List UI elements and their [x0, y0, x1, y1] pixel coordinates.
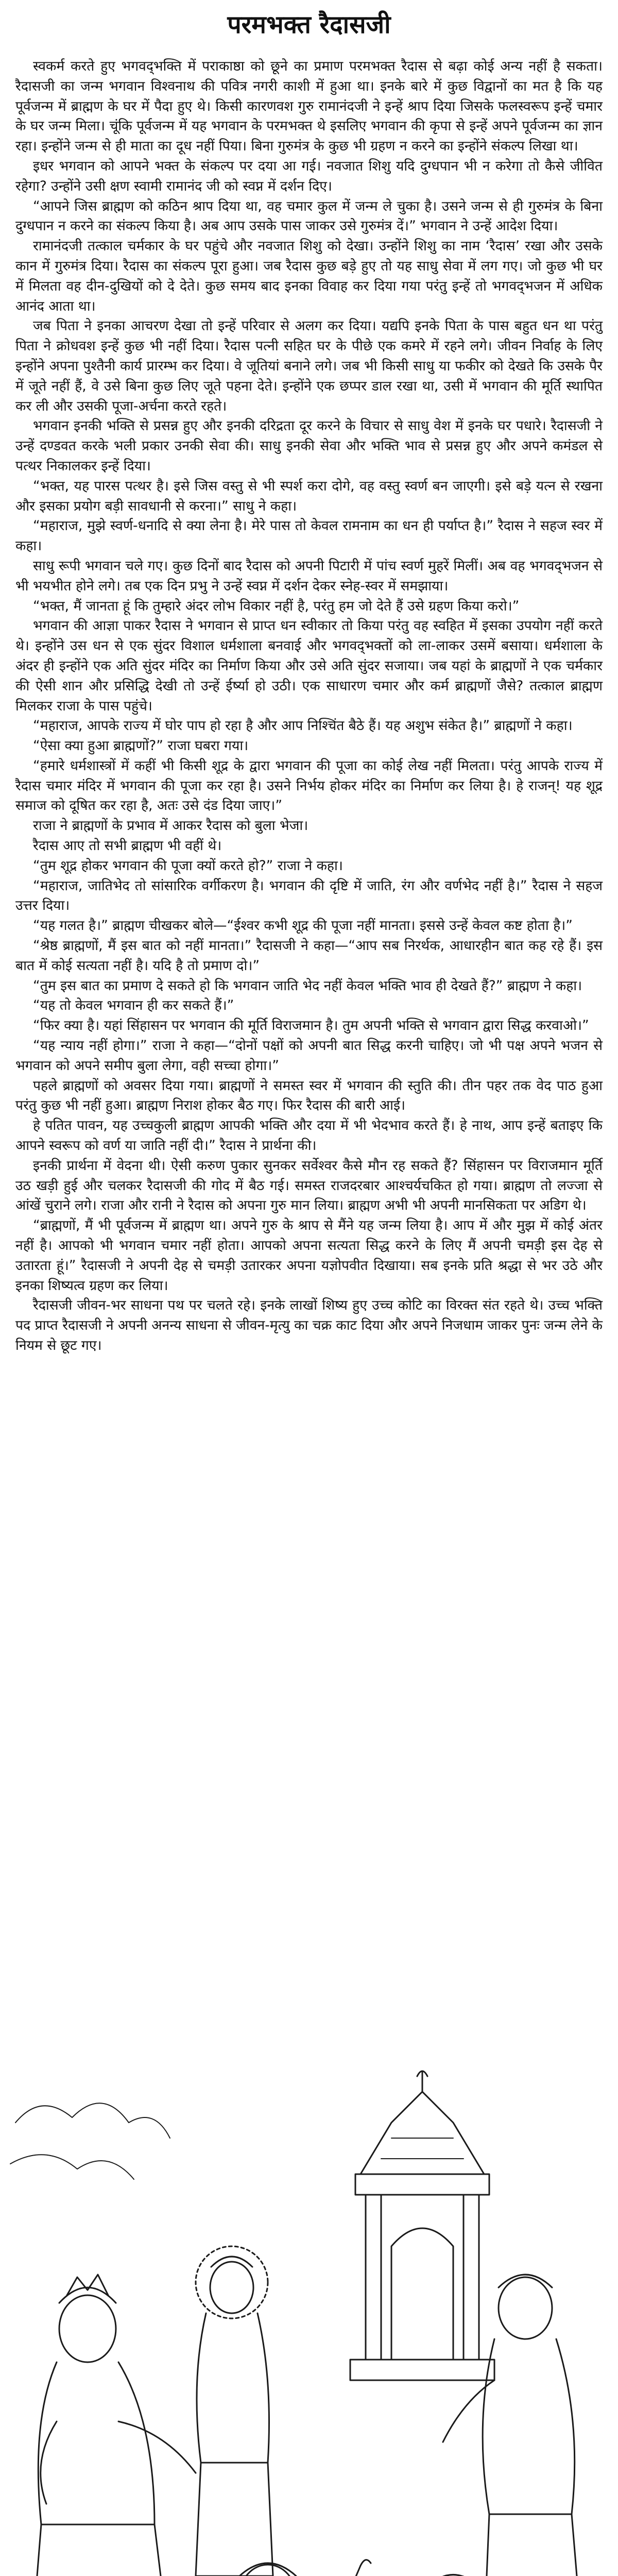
paragraph: रामानंदजी तत्काल चर्मकार के घर पहुंचे और नवजात शिशु को देखा। उन्होंने शिशु का नाम ‘रैदास’ रखा और उसके कान में गुरुमंत्र दिया। रैदास का संकल्प पूरा हुआ। जब रैदास कुछ बड़े हुए तो यह साधु सेवा में लग गए। जो कुछ भी घर में मिलता वह दीन-दुखियों को दे देते। कुछ समय बाद इनका विवाह कर दिया गया परंतु इन्हें तो भगवद्‍भजन में अधिक आनंद आता था।: [15, 238, 603, 314]
paragraph: रैदास आए तो सभी ब्राह्मण भी वहीं थे।: [33, 838, 222, 854]
paragraph: “तुम इस बात का प्रमाण दे सकते हो कि भगवान जाति भेद नहीं केवल भक्ति भाव ही देखते हैं?” ब्राह्मण ने कहा।: [33, 977, 582, 994]
paragraph: “तुम शूद्र होकर भगवान की पूजा क्यों करते हो?” राजा ने कहा।: [33, 857, 343, 874]
paragraph: पहले ब्राह्मणों को अवसर दिया गया। ब्राह्मणों ने समस्त स्वर में भगवान की स्तुति की। तीन पहर तक वेद पाठ हुआ परंतु कुछ भी नहीं हुआ। ब्राह्मण निराश होकर बैठ गए। फिर रैदास की बारी आई।: [15, 1077, 603, 1114]
paragraph: “ऐसा क्या हुआ ब्राह्मणों?” राजा घबरा गया।: [33, 738, 249, 754]
paragraph: राजा ने ब्राह्मणों के प्रभाव में आकर रैदास को बुला भेजा।: [33, 818, 308, 834]
courtier-figure: [196, 2246, 273, 2576]
temple-drawing: [350, 2071, 494, 2380]
paragraph: भगवान की आज्ञा पाकर रैदास ने भगवान से प्राप्त धन स्वीकार तो किया परंतु वह स्वहित में इसका उपयोग नहीं करते थे। इन्होंने उस धन से एक सुंदर विशाल धर्मशाला बनवाई और भगवद्‍भक्तों को ला-लाकर उसमें बसाया। धर्मशाला के अंदर ही इन्होंने एक अति सुंदर मंदिर का निर्माण किया और उसे अति सुंदर सजाया। जब यहां के ब्राह्मणों ने एक चर्मकार की ऐसी शान और प्रसिद्धि देखी तो उन्हें ईर्ष्या हो उठी। एक साधारण चमार और कर्म ब्राह्मणों जैसे? तत्काल ब्राह्मण मिलकर राजा के पास पहुंचे।: [15, 618, 603, 714]
paragraph: “भक्त, मैं जानता हूं कि तुम्हारे अंदर लोभ विकार नहीं है, परंतु हम जो देते हैं उसे ग्रहण किया करो।”: [33, 598, 520, 614]
story-illustration: [0, 2061, 618, 2576]
paragraph: “यह तो केवल भगवान ही कर सकते हैं।”: [33, 997, 234, 1014]
paragraph: इनकी प्रार्थना में वेदना थी। ऐसी करुण पुकार सुनकर सर्वेश्वर कैसे मौन रह सकते हैं? सिंहासन पर विराजमान मूर्ति उठ खड़ी हुई और चलकर रैदासजी की गोद में बैठ गई। समस्त राजदरबार आश्चर्यचकित हो गया। ब्राह्मण तो लज्जा से आंखें चुराने लगे। राजा और रानी ने रैदास को अपना गुरु मान लिया। ब्राह्मण अभी भी अपनी मानसिकता पर अडिग थे।: [15, 1157, 603, 1214]
court-scene-illustration: [0, 2061, 618, 2576]
paragraph: “यह न्याय नहीं होगा।” राजा ने कहा—“दोनों पक्षों को अपनी बात सिद्ध करनी चाहिए। जो भी पक्ष अपने भजन से भगवान को अपने समीप बुला लेगा, वही सच्चा होगा।”: [15, 1038, 603, 1074]
paragraph: भगवान इनकी भक्ति से प्रसन्न हुए और इनकी दरिद्रता दूर करने के विचार से साधु वेश में इनके घर पधारे। रैदासजी ने उन्हें दण्डवत करके भली प्रकार उनकी सेवा की। साधु इनकी सेवा और भक्ति भाव से प्रसन्न हुए और अपने कमंडल से पत्थर निकालकर इन्हें दिया।: [15, 418, 603, 474]
paragraph: “ब्राह्मणों, मैं भी पूर्वजन्म में ब्राह्मण था। अपने गुरु के श्राप से मैंने यह जन्म लिया है। आप में और मुझ में कोई अंतर नहीं है। आपको भी भगवान चमार नहीं होता। आपको अपना सत्यता सिद्ध करने के लिए मैं अपनी चमड़ी इस देह से उतारता हूं।” रैदासजी ने अपनी देह से चमड़ी उतारकर अपना यज्ञोपवीत दिखाया। सब इनके प्रति श्रद्धा से भर उठे और इनका शिष्यत्व ग्रहण कर लिया।: [15, 1217, 603, 1294]
child-deity-figure: [310, 2560, 371, 2576]
paragraph: इधर भगवान को आपने भक्त के संकल्प पर दया आ गई। नवजात शिशु यदि दुग्धपान भी न करेगा तो कैसे जीवित रहेगा? उन्होंने उसी क्षण स्वामी रामानंद जी को स्वप्न में दर्शन दिए।: [15, 158, 603, 194]
paragraph: रैदासजी जीवन-भर साधना पथ पर चलते रहे। इनके लाखों शिष्य हुए उच्च कोटि का विरक्त संत रहते थे। उच्च भक्ति पद प्राप्त रैदासजी ने अपनी अनन्य साधना से जीवन-मृत्यु का चक्र काट दिया और अपने निजधाम जाकर पुनः जन्म लेने के नियम से छूट गए।: [15, 1297, 603, 1353]
paragraph: “महाराज, जातिभेद तो सांसारिक वर्गीकरण है। भगवान की दृष्टि में जाति, रंग और वर्णभेद नहीं है।” रैदास ने सहज उत्तर दिया।: [15, 877, 603, 914]
paragraph: जब पिता ने इनका आचरण देखा तो इन्हें परिवार से अलग कर दिया। यद्यपि इनके पिता के पास बहुत धन था परंतु पिता ने क्रोधवश इन्हें कुछ भी नहीं दिया। रैदास पत्नी सहित घर के पीछे एक कमरे में रहने लगे। जीवन निर्वाह के लिए इन्होंने अपना पुश्तैनी कार्य प्रारम्भ कर दिया। वे जूतियां बनाने लगे। जब भी किसी साधु या फकीर को देखते कि उसके पैर में जूते नहीं हैं, वे उसे बिना कुछ लिए जूते पहना देते। इन्होंने एक छप्पर डाल रखा था, उसी में भगवान की मूर्ति स्थापित कर ली और उसकी पूजा-अर्चना करते रहते।: [15, 318, 603, 414]
paragraph: “भक्त, यह पारस पत्थर है। इसे जिस वस्तु से भी स्पर्श करा दोगे, वह वस्तु स्वर्ण बन जाएगी। इसे बड़े यत्न से रखना और इसका प्रयोग बड़ी सावधानी से करना।” साधु ने कहा।: [15, 478, 603, 514]
paragraph: “हमारे धर्मशास्त्रों में कहीं भी किसी शूद्र के द्वारा भगवान की पूजा का कोई लेख नहीं मिलता। परंतु आपके राज्य में रैदास चमार मंदिर में भगवान की पूजा कर रहा है। उसने निर्भय होकर मंदिर का निर्माण कर लिया है। हे राजन्! यह शूद्र समाज को दूषित कर रहा है, अतः उसे दंड दिया जाए।”: [15, 757, 603, 814]
paragraph: “आपने जिस ब्राह्मण को कठिन श्राप दिया था, वह चमार कुल में जन्म ले चुका है। उसने जन्म से ही गुरुमंत्र के बिना दुग्धपान न करने का संकल्प किया है। अब आप उसके पास जाकर उसे गुरुमंत्र दें।” भगवान ने उन्हें आदेश दिया।: [15, 198, 603, 234]
paragraph: “महाराज, आपके राज्य में घोर पाप हो रहा है और आप निश्चिंत बैठे हैं। यह अशुभ संकेत है।” ब्राह्मणों ने कहा।: [33, 718, 573, 734]
paragraph: “श्रेष्ठ ब्राह्मणों, मैं इस बात को नहीं मानता।” रैदासजी ने कहा—“आप सब निरर्थक, आधारहीन बात कह रहे हैं। इस बात में कोई सत्यता नहीं है। यदि है तो प्रमाण दो।”: [15, 938, 603, 974]
story-title: परमभक्त रैदासजी: [227, 10, 391, 39]
paragraph: साधु रूपी भगवान चले गए। कुछ दिनों बाद रैदास को अपनी पिटारी में पांच स्वर्ण मुहरें मिलीं। अब वह भगवद्‍भजन से भी भयभीत होने लगे। तब एक दिन प्रभु ने उन्हें स्वप्न में दर्शन देकर स्नेह-स्वर में समझाया।: [15, 557, 603, 594]
paragraph: हे पतित पावन, यह उच्चकुली ब्राह्मण आपकी भक्ति और दया में भी भेदभाव करते हैं। हे नाथ, आप इन्हें बताइए कि आपने स्वरूप को वर्ण या जाति नहीं दी।” रैदास ने प्रार्थना की।: [15, 1117, 603, 1154]
paragraph: “महाराज, मुझे स्वर्ण-धनादि से क्या लेना है। मेरे पास तो केवल रामनाम का धन ही पर्याप्त है।” रैदास ने सहज स्वर में कहा।: [15, 518, 603, 554]
story-text: [15, 57, 603, 1356]
paragraph: “यह गलत है।” ब्राह्मण चीखकर बोले—“ईश्वर कभी शूद्र की पूजा नहीं मानता। इससे उन्हें केवल कष्ट होता है।”: [33, 918, 573, 934]
paragraph: स्वकर्म करते हुए भगवद्‍भक्ति में पराकाष्ठा को छूने का प्रमाण परमभक्त रैदास से बढ़ा कोई अन्य नहीं है सकता। रैदासजी का जन्म भगवान विश्वनाथ की पवित्र नगरी काशी में हुआ था। इनके बारे में कुछ विद्वानों का मत है कि यह पूर्वजन्म में ब्राह्मण के घर में पैदा हुए थे। किसी कारणवश गुरु रामानंदजी ने इन्हें श्राप दिया जिसके फलस्वरूप इन्हें चमार के घर जन्म मिला। चूंकि पूर्वजन्म में यह भगवान के परमभक्त थे इसलिए भगवान की कृपा से इन्हें अपने पूर्वजन्म का ज्ञान रहा। इन्होंने जन्म से ही माता का दूध नहीं पिया। बिना गुरुमंत्र के कुछ भी ग्रहण न करने का इन्होंने संकल्प लिखा था।: [15, 58, 603, 155]
paragraph: “फिर क्या है। यहां सिंहासन पर भगवान की मूर्ति विराजमान है। तुम अपनी भक्ति से भगवान द्वारा सिद्ध करवाओ।”: [33, 1018, 589, 1034]
king-figure: [31, 2275, 196, 2576]
